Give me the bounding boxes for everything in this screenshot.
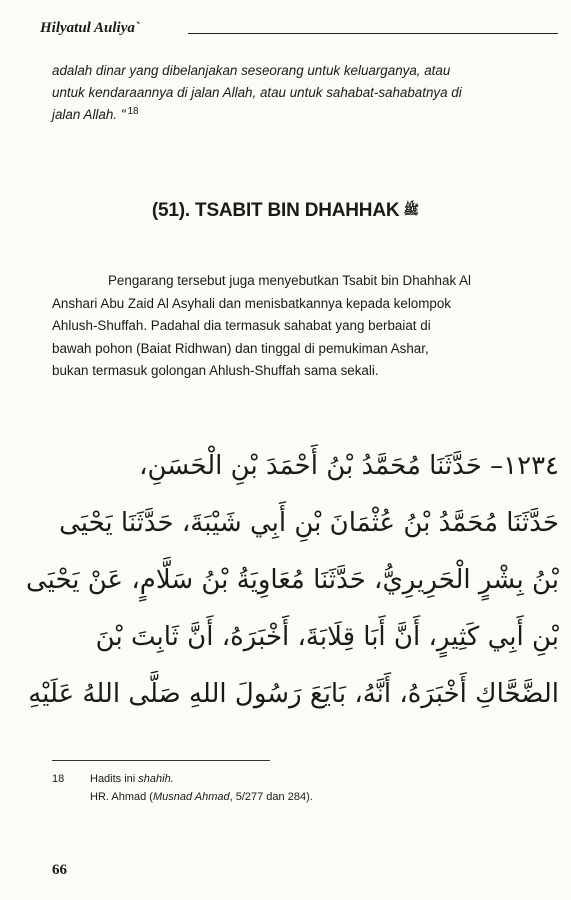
footnote-divider — [52, 760, 270, 761]
running-head-rule — [188, 33, 558, 34]
paragraph-line: bukan termasuk golongan Ahlush-Shuffah sama sekali. — [52, 363, 379, 378]
footnote-text: Hadits ini — [90, 773, 139, 785]
carryover-line: untuk kendaraannya di jalan Allah, atau untuk sahabat-sahabatnya di — [52, 85, 462, 100]
running-head-title: Hilyatul Auliya` — [40, 20, 140, 36]
running-head — [40, 20, 560, 44]
footnote-line — [90, 770, 174, 788]
paragraph-line: bawah pohon (Baiat Ridhwan) dan tinggal di pemukiman Ashar, — [52, 340, 429, 356]
footnote-text: , 5/277 dan 284). — [229, 791, 313, 803]
carryover-line-text: jalan Allah. " — [52, 107, 126, 122]
section-heading — [0, 200, 571, 222]
arabic-line: بْنُ بِشْرٍ الْحَرِيرِيُّ، حَدَّثَنَا مُعَاوِيَةُ بْنُ سَلَّامٍ، عَنْ يَحْيَى — [25, 565, 559, 595]
carryover-line — [52, 104, 558, 126]
arabic-line: الضَّحَّاكِ أَخْبَرَهُ، أَنَّهُ، بَايَعَ رَسُولَ اللهِ صَلَّى اللهُ عَلَيْهِ — [28, 679, 559, 709]
footnote-text: HR. Ahmad ( — [90, 791, 153, 803]
footnote-reference: 18 — [127, 105, 139, 117]
page-number: 66 — [52, 862, 67, 878]
footnote-line — [90, 788, 313, 806]
carryover-text — [52, 60, 558, 126]
body-paragraph — [52, 270, 558, 383]
arabic-line: بْنِ أَبِي كَثِيرٍ، أَنَّ أَبَا قِلَابَةَ، أَخْبَرَهُ، أَنَّ ثَابِتَ بْنَ — [95, 622, 559, 652]
footnote-source-title: Musnad Ahmad — [152, 791, 230, 803]
paragraph-line: Anshari Abu Zaid Al Asyhali dan menisbatkannya kepada kelompok — [52, 295, 451, 311]
section-heading-text: (51). TSABIT BIN DHAHHAK — [151, 200, 400, 221]
paragraph-line: Pengarang tersebut juga menyebutkan Tsabit bin Dhahhak Al — [108, 273, 472, 288]
paragraph-line: Ahlush-Shuffah. Padahal dia termasuk sahabat yang berbaiat di — [52, 318, 431, 333]
carryover-line: adalah dinar yang dibelanjakan seseorang untuk keluarganya, atau — [52, 63, 451, 78]
arabic-line: حَدَّثَنَا مُحَمَّدُ بْنُ عُثْمَانَ بْنِ أَبِي شَيْبَةَ، حَدَّثَنَا يَحْيَى — [59, 508, 559, 538]
footnote-italic-text: shahih. — [138, 773, 174, 785]
footnote-number: 18 — [52, 773, 65, 785]
arabic-line: ١٢٣٤– حَدَّثَنَا مُحَمَّدُ بْنُ أَحْمَدَ بْنِ الْحَسَنِ، — [139, 451, 559, 481]
arabic-hadith-text — [25, 438, 559, 723]
honorific-emblem-icon: ﷺ — [403, 202, 420, 217]
